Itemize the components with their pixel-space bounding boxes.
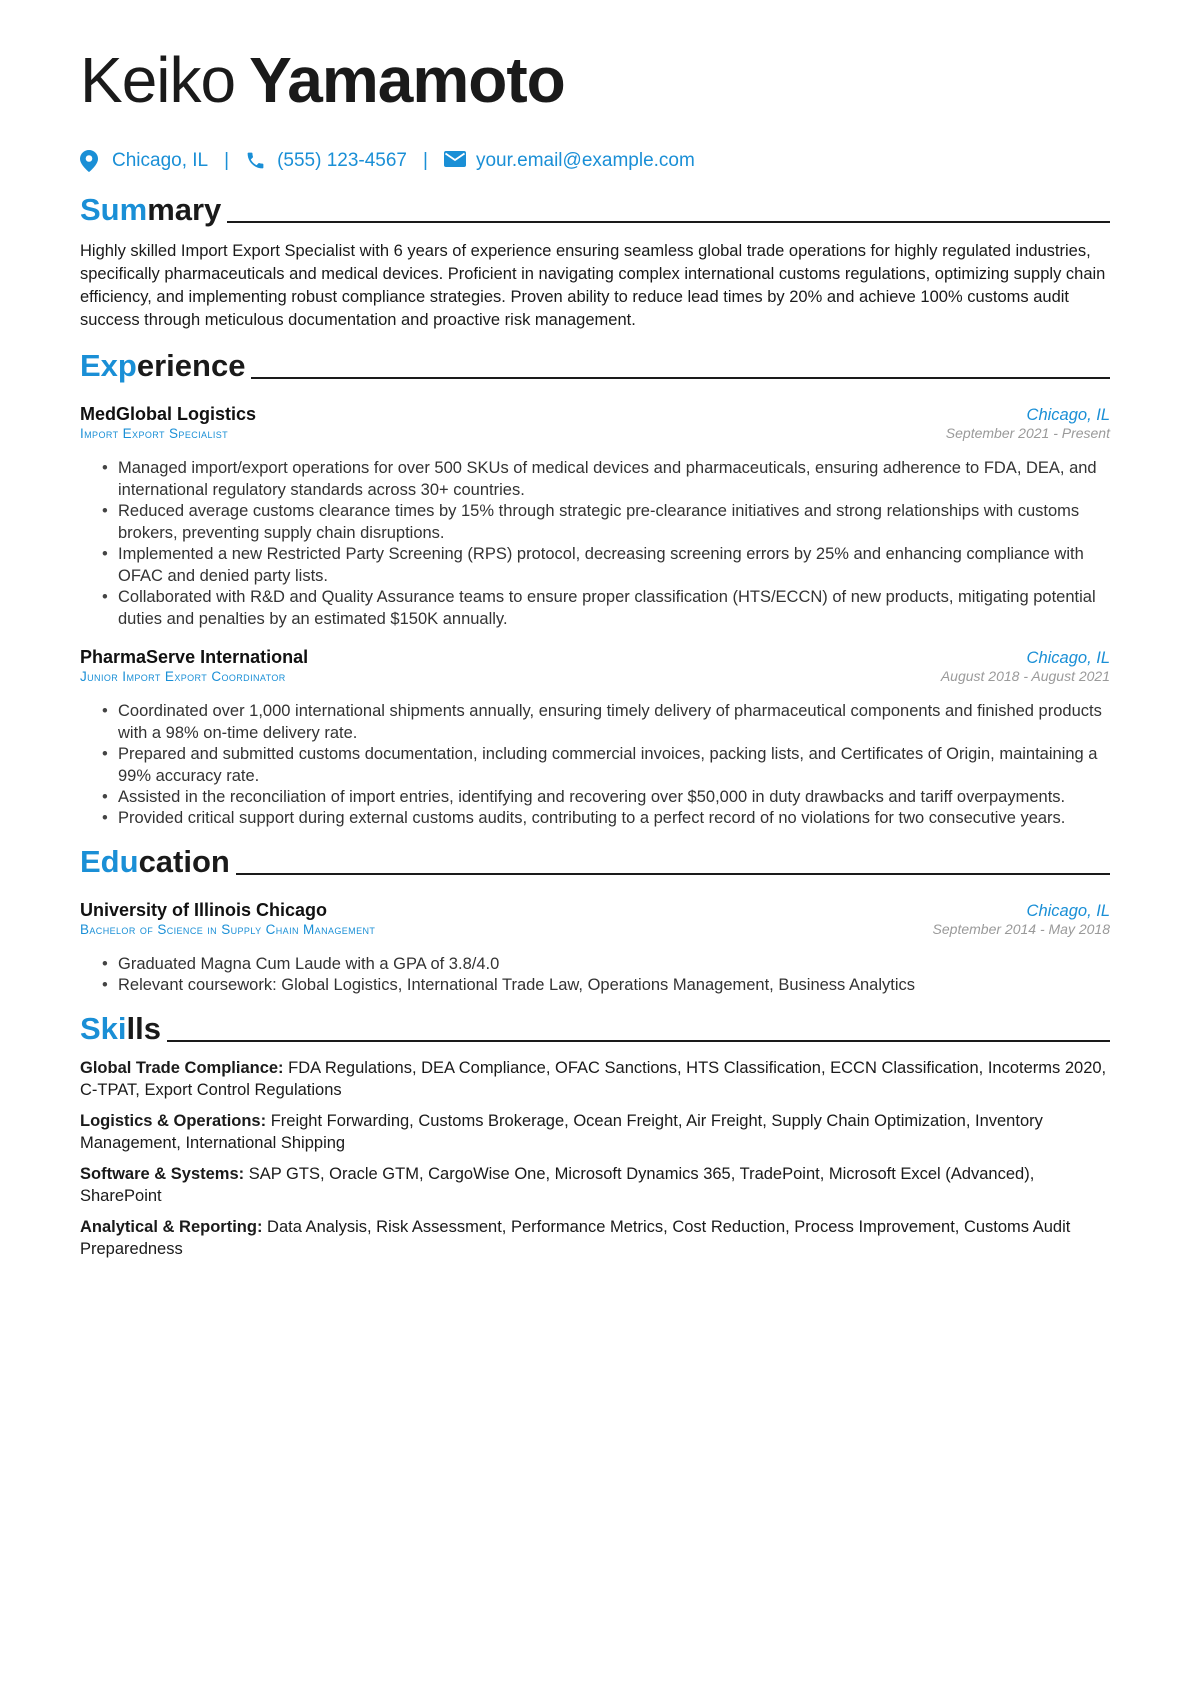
email-text: your.email@example.com: [475, 150, 695, 171]
location-text: Chicago, IL: [112, 150, 209, 171]
education-entry: [80, 900, 1110, 996]
entry-dates: September 2021 - Present: [945, 425, 1110, 441]
section-title-rest: lls: [126, 1011, 161, 1046]
list-item: • Graduated Magna Cum Laude with a GPA of 3.8/4.0: [118, 953, 1110, 975]
section-title: [80, 842, 230, 882]
map-marker-icon: [80, 150, 102, 172]
skills-heading: [80, 1003, 1110, 1049]
skill-items: Data Analysis, Risk Assessment, Performance Metrics, Cost Reduction, Process Improvement, Customs Audit Preparedness: [80, 1218, 1071, 1258]
section-title-accent: Sum: [80, 192, 148, 227]
skill-row: [80, 1216, 1110, 1260]
contact-separator: |: [423, 150, 428, 171]
skill-items: Freight Forwarding, Customs Brokerage, Ocean Freight, Air Freight, Supply Chain Optimization, Inventory Management, International Shipping: [80, 1112, 1043, 1152]
entry-organization: PharmaServe International: [80, 647, 309, 667]
entry-location: Chicago, IL: [1026, 902, 1110, 920]
entry-bullets: [80, 953, 1110, 996]
list-item: • Coordinated over 1,000 international shipments annually, ensuring timely delivery of pharmaceutical components and finished products with a 98% on-time delivery rate.: [118, 700, 1110, 744]
entry-role: Junior Import Export Coordinator: [80, 669, 286, 684]
section-title: [80, 190, 221, 230]
contact-line: [80, 146, 1110, 176]
contact-phone[interactable]: [245, 150, 407, 172]
phone-icon: [245, 150, 267, 172]
contact-location: [80, 150, 208, 172]
skill-row: [80, 1163, 1110, 1207]
experience-entry: [80, 647, 1110, 829]
entry-location: Chicago, IL: [1026, 406, 1110, 424]
section-rule: [251, 377, 1110, 379]
skill-row: [80, 1110, 1110, 1154]
skill-category: Software & Systems:: [80, 1165, 245, 1183]
contact-email[interactable]: [444, 150, 695, 172]
section-rule: [236, 873, 1110, 875]
section-rule: [167, 1040, 1110, 1042]
list-item: • Collaborated with R&D and Quality Assurance teams to ensure proper classification (HTS/ECCN) of new products, mitigating potential duties and penalties by an estimated $150K annually.: [118, 586, 1110, 630]
skills-list: [80, 1057, 1110, 1260]
skill-row: [80, 1057, 1110, 1101]
entry-location: Chicago, IL: [1026, 649, 1110, 667]
section-title-accent: Ski: [80, 1011, 127, 1046]
list-item: • Reduced average customs clearance times by 15% through strategic pre-clearance initiatives and strong relationships with customs brokers, preventing supply chain disruptions.: [118, 500, 1110, 544]
summary-text: Highly skilled Import Export Specialist with 6 years of experience ensuring seamless global trade operations for highly regulated industries, specifically pharmaceuticals and medical devices. Proficient in navigating complex international customs regulations, optimizing supply chain efficiency, and implementing robust compliance strategies. Proven ability to reduce lead times by 20% and achieve 100% customs audit success through meticulous documentation and proactive risk management.: [80, 242, 1106, 329]
skill-category: Logistics & Operations:: [80, 1112, 267, 1130]
list-item: • Managed import/export operations for over 500 SKUs of medical devices and pharmaceuticals, ensuring adherence to FDA, DEA, and international regulatory standards across 30+ countries.: [118, 457, 1110, 501]
list-item: • Prepared and submitted customs documentation, including commercial invoices, packing lists, and Certificates of Origin, maintaining a 99% accuracy rate.: [118, 743, 1110, 787]
entry-bullets: [80, 700, 1110, 829]
entry-role: Bachelor of Science in Supply Chain Management: [80, 922, 376, 937]
entry-dates: September 2014 - May 2018: [932, 921, 1110, 937]
list-item: • Relevant coursework: Global Logistics, International Trade Law, Operations Management, Business Analytics: [118, 974, 1110, 996]
list-item: • Provided critical support during external customs audits, contributing to a perfect record of no violations for two consecutive years.: [118, 807, 1110, 829]
entry-bullets: [80, 457, 1110, 630]
education-heading: [80, 836, 1110, 882]
entry-organization: MedGlobal Logistics: [80, 404, 257, 424]
list-item: • Assisted in the reconciliation of import entries, identifying and recovering over $50,000 in duty drawbacks and tariff overpayments.: [118, 786, 1110, 808]
list-item: • Implemented a new Restricted Party Screening (RPS) protocol, decreasing screening errors by 25% and enhancing compliance with OFAC and denied party lists.: [118, 543, 1110, 587]
contact-separator: |: [224, 150, 230, 171]
section-title: [80, 346, 245, 386]
entry-role: Import Export Specialist: [80, 426, 229, 441]
experience-heading: [80, 340, 1110, 386]
skill-category: Global Trade Compliance:: [80, 1059, 284, 1077]
entry-dates: August 2018 - August 2021: [940, 668, 1110, 684]
section-title: [80, 1009, 161, 1049]
envelope-icon: [444, 150, 466, 172]
candidate-name: [80, 0, 1110, 120]
section-title-rest: cation: [138, 844, 230, 879]
skill-category: Analytical & Reporting:: [80, 1218, 263, 1236]
skill-items: SAP GTS, Oracle GTM, CargoWise One, Microsoft Dynamics 365, TradePoint, Microsoft Excel (Advanced), SharePoint: [80, 1165, 1035, 1205]
section-rule: [227, 221, 1110, 223]
skill-items: FDA Regulations, DEA Compliance, OFAC Sanctions, HTS Classification, ECCN Classification, Incoterms 2020, C-TPAT, Export Control Regulations: [80, 1059, 1107, 1099]
last-name: Yamamoto: [249, 44, 565, 116]
first-name: Keiko: [80, 44, 236, 116]
section-title-rest: mary: [147, 192, 222, 227]
summary-heading: [80, 184, 1110, 230]
section-title-accent: Exp: [80, 348, 137, 383]
experience-entry: [80, 404, 1110, 630]
phone-text: (555) 123-4567: [277, 150, 407, 171]
section-title-accent: Edu: [80, 844, 139, 879]
entry-organization: University of Illinois Chicago: [80, 900, 328, 920]
section-title-rest: erience: [136, 348, 246, 383]
